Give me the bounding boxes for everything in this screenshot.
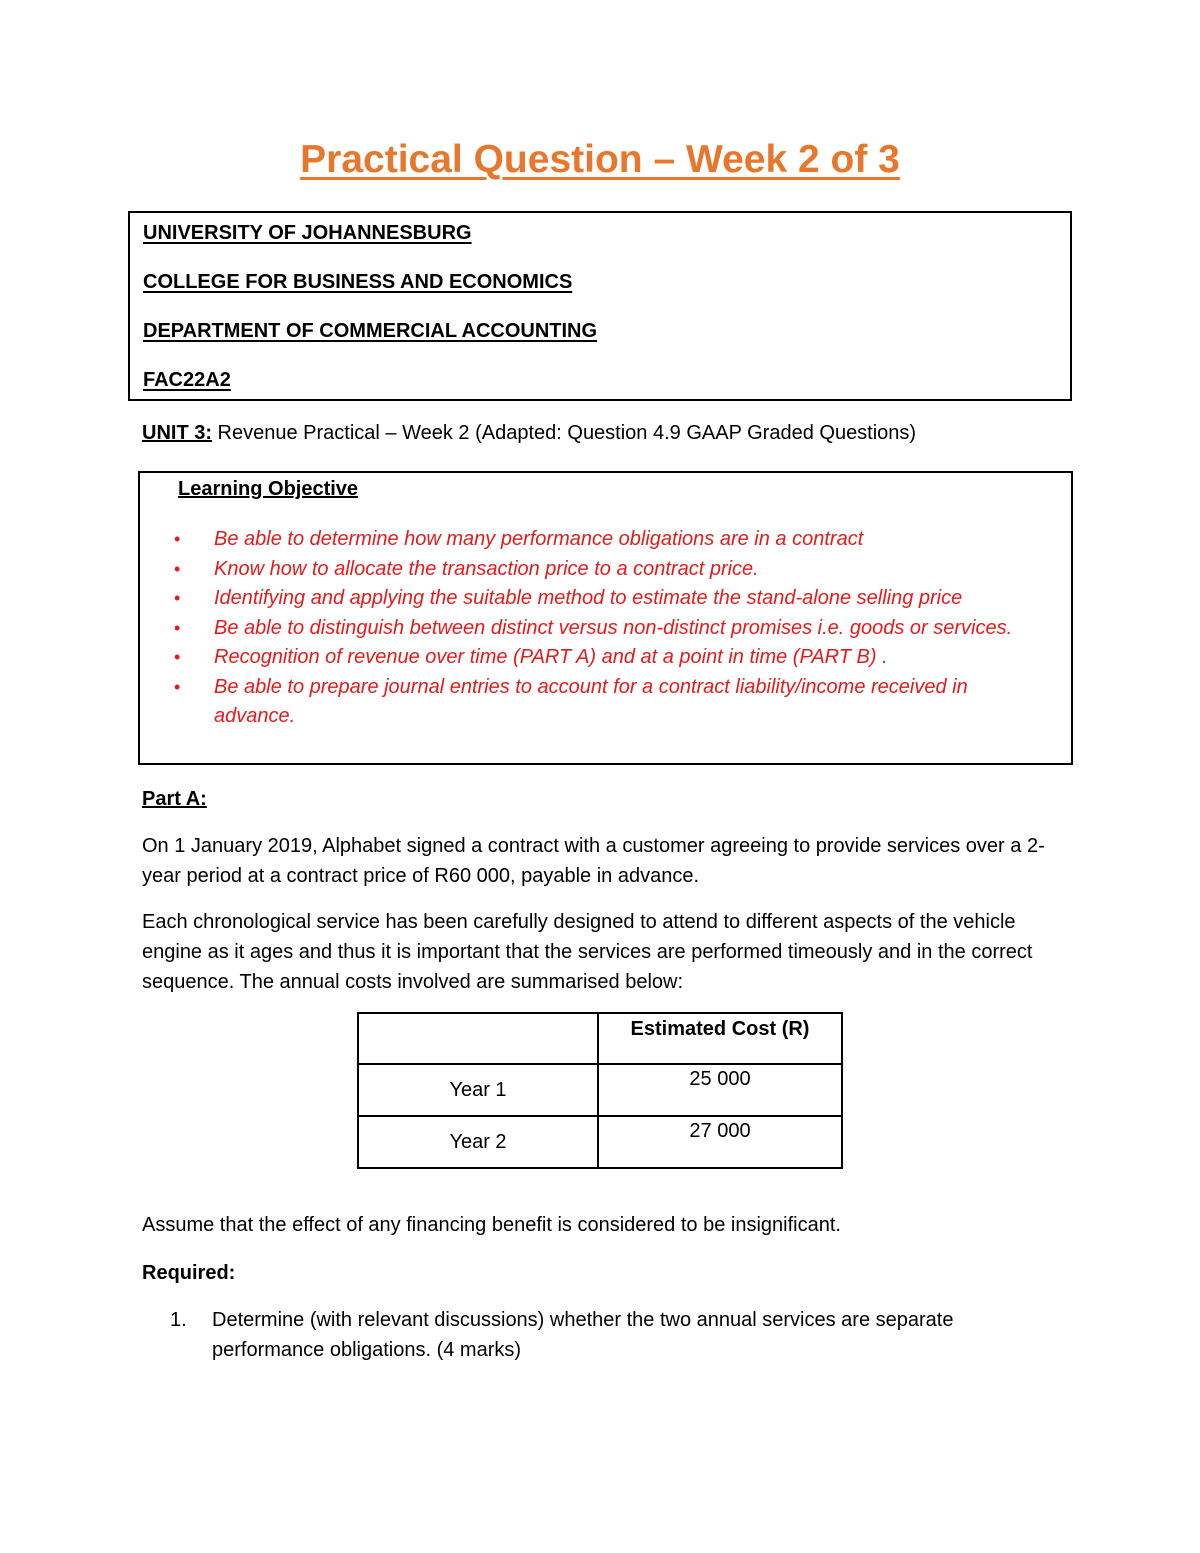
unit-label: UNIT 3: xyxy=(142,422,212,444)
objective-item: • Recognition of revenue over time (PART A) and at a point in time (PART B) . xyxy=(140,643,1044,673)
part-a-paragraph-1: On 1 January 2019, Alphabet signed a contract with a customer agreeing to provide services over a 2-year period at a contract price of R60 000, payable in advance. xyxy=(142,835,1045,887)
table-header-cell: Estimated Cost (R) xyxy=(598,1013,842,1064)
assumption-text: Assume that the effect of any financing benefit is considered to be insignificant. xyxy=(142,1214,841,1236)
objective-item: • Be able to distinguish between distinct versus non-distinct promises i.e. goods or services. xyxy=(140,614,1044,644)
bullet-icon: • xyxy=(174,617,181,638)
objective-item: • Be able to determine how many performance obligations are in a contract xyxy=(140,525,1044,555)
row-value: 25 000 xyxy=(598,1064,842,1116)
course-code: FAC22A2 xyxy=(143,369,231,391)
course-header-box xyxy=(128,211,1072,401)
required-item-number: 1. xyxy=(170,1309,187,1331)
cost-table xyxy=(357,1012,843,1169)
unit-line xyxy=(142,422,916,445)
table-row xyxy=(358,1116,842,1168)
learning-objective-title: Learning Objective xyxy=(178,478,359,500)
bullet-icon: • xyxy=(174,529,181,549)
bullet-icon: • xyxy=(174,558,181,579)
learning-objective-box xyxy=(138,471,1073,765)
unit-text: Revenue Practical – Week 2 (Adapted: Question 4.9 GAAP Graded Questions) xyxy=(212,422,917,444)
objective-item: • Know how to allocate the transaction price to a contract price. xyxy=(140,555,1044,585)
row-label: Year 1 xyxy=(358,1064,598,1116)
required-heading: Required: xyxy=(142,1262,236,1284)
part-a-heading: Part A: xyxy=(142,788,207,810)
department-name: DEPARTMENT OF COMMERCIAL ACCOUNTING xyxy=(143,320,598,342)
row-label: Year 2 xyxy=(358,1116,598,1168)
college-name: COLLEGE FOR BUSINESS AND ECONOMICS xyxy=(143,271,573,293)
required-item-text: Determine (with relevant discussions) whether the two annual services are separate performance obligations. (4 marks) xyxy=(212,1309,954,1361)
page-title: Practical Question – Week 2 of 3 xyxy=(300,138,900,181)
table-row xyxy=(358,1064,842,1116)
objective-item: • Be able to prepare journal entries to account for a contract liability/income received in advance. xyxy=(140,673,1044,732)
bullet-icon: • xyxy=(174,588,181,608)
part-a-paragraph-2: Each chronological service has been carefully designed to attend to different aspects of the vehicle engine as it ages and thus it is important that the services are performed timeously and in the correct sequence. The annual costs involved are summarised below: xyxy=(142,911,1033,993)
university-name: UNIVERSITY OF JOHANNESBURG xyxy=(143,222,472,244)
learning-objective-list xyxy=(140,525,1044,732)
row-value: 27 000 xyxy=(598,1116,842,1168)
bullet-icon: • xyxy=(174,647,181,667)
table-header-row xyxy=(358,1013,842,1064)
objective-item: • Identifying and applying the suitable method to estimate the stand-alone selling price xyxy=(140,584,1044,614)
table-header-blank xyxy=(358,1013,598,1064)
bullet-icon: • xyxy=(174,676,181,697)
